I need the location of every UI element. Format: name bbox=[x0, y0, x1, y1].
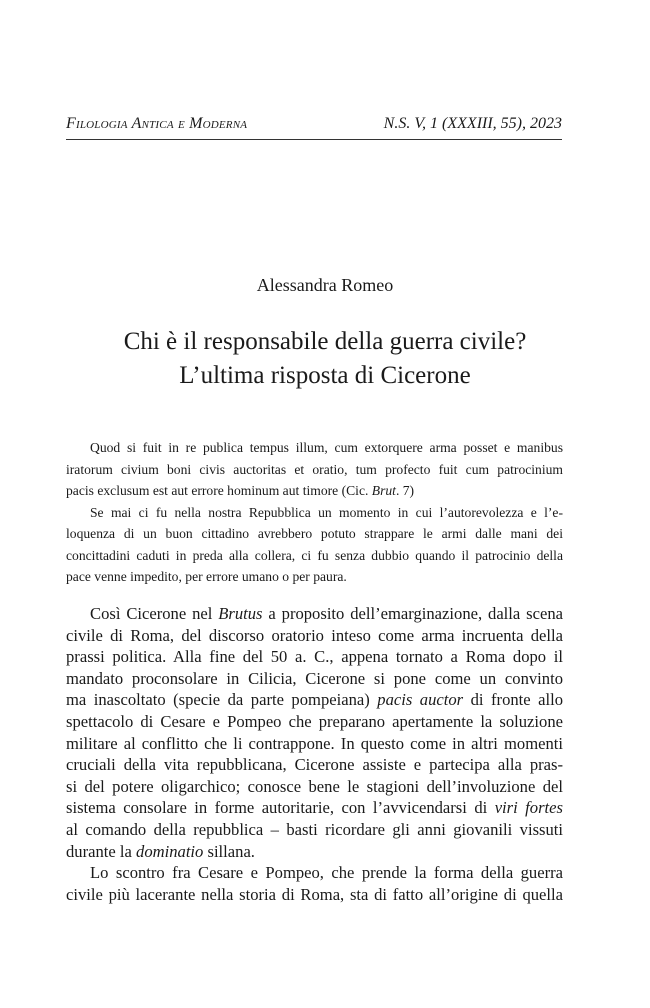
title-line-2: L’ultima risposta di Cicerone bbox=[179, 362, 471, 389]
epigraph-italian-line: pace venne impedito, per errore umano o per paura. bbox=[66, 569, 347, 584]
epigraph-italian-line: concittadini caduti in preda alla collera, ci fu senza dubbio quando il patrocinio della bbox=[66, 547, 563, 563]
running-header bbox=[66, 115, 562, 140]
body-line: durante la dominatio sillana. bbox=[66, 841, 255, 861]
body-line: civile più lacerante nella storia di Roma, sta di fatto all’origine di quella bbox=[66, 884, 563, 904]
body-line: Lo scontro fra Cesare e Pompeo, che prende la forma della guerra bbox=[90, 863, 563, 883]
body-line: sistema consolare in forme autoritarie, con l’avvicendarsi di viri fortes bbox=[66, 798, 563, 818]
body-line: civile di Roma, del discorso oratorio inteso come arma incruenta della bbox=[66, 625, 563, 645]
body-line: mandato proconsolare in Cilicia, Cicerone si pone come un convinto bbox=[66, 668, 563, 688]
epigraph-latin-line: iratorum civium boni civis auctoritas et oratio, tum profecto fuit cum patrocinium bbox=[66, 461, 563, 477]
epigraph bbox=[66, 437, 563, 588]
body-text bbox=[66, 603, 563, 905]
epigraph-latin-line: pacis exclusum est aut errore hominum aut timore (Cic. Brut. 7) bbox=[66, 483, 415, 498]
title-line-1: Chi è il responsabile della guerra civile? bbox=[123, 328, 527, 355]
body-line: cruciali della vita repubblicana, Cicerone assiste e partecipa alla pras- bbox=[66, 755, 563, 775]
body-line: si del potere oligarchico; conosce bene le stagioni dell’involuzione del bbox=[66, 776, 563, 796]
issue-info: N.S. V, 1 (XXXIII, 55), 2023 bbox=[383, 115, 562, 132]
epigraph-italian-line: Se mai ci fu nella nostra Repubblica un momento in cui l’autorevolezza e l’e- bbox=[90, 504, 563, 520]
epigraph-latin-line: Quod si fuit in re publica tempus illum, cum extorquere arma posset e manibus bbox=[90, 440, 563, 455]
journal-title: Filologia Antica e Moderna bbox=[66, 115, 248, 132]
citation-work: Brut bbox=[371, 483, 396, 498]
article-author: Alessandra Romeo bbox=[256, 275, 394, 295]
body-line: spettacolo di Cesare e Pompeo che preparano apertamente la soluzione bbox=[66, 711, 563, 731]
epigraph-italian-line: loquenza di un buon cittadino avrebbero potuto strappare le armi dalle mani dei bbox=[66, 526, 563, 541]
body-line: al comando della repubblica – basti ricordare gli anni giovanili vissuti bbox=[66, 819, 563, 839]
body-line: Così Cicerone nel Brutus a proposito dell’emarginazione, dalla scena bbox=[90, 604, 563, 623]
article-title bbox=[0, 325, 650, 393]
body-line: prassi politica. Alla fine del 50 a. C., appena tornato a Roma dopo il bbox=[66, 647, 563, 667]
body-line: ma inascoltato (specie da parte pompeiana) pacis auctor di fronte allo bbox=[66, 690, 564, 710]
body-line: militare al conflitto che li contrappone. In questo come in altri momenti bbox=[66, 733, 563, 753]
